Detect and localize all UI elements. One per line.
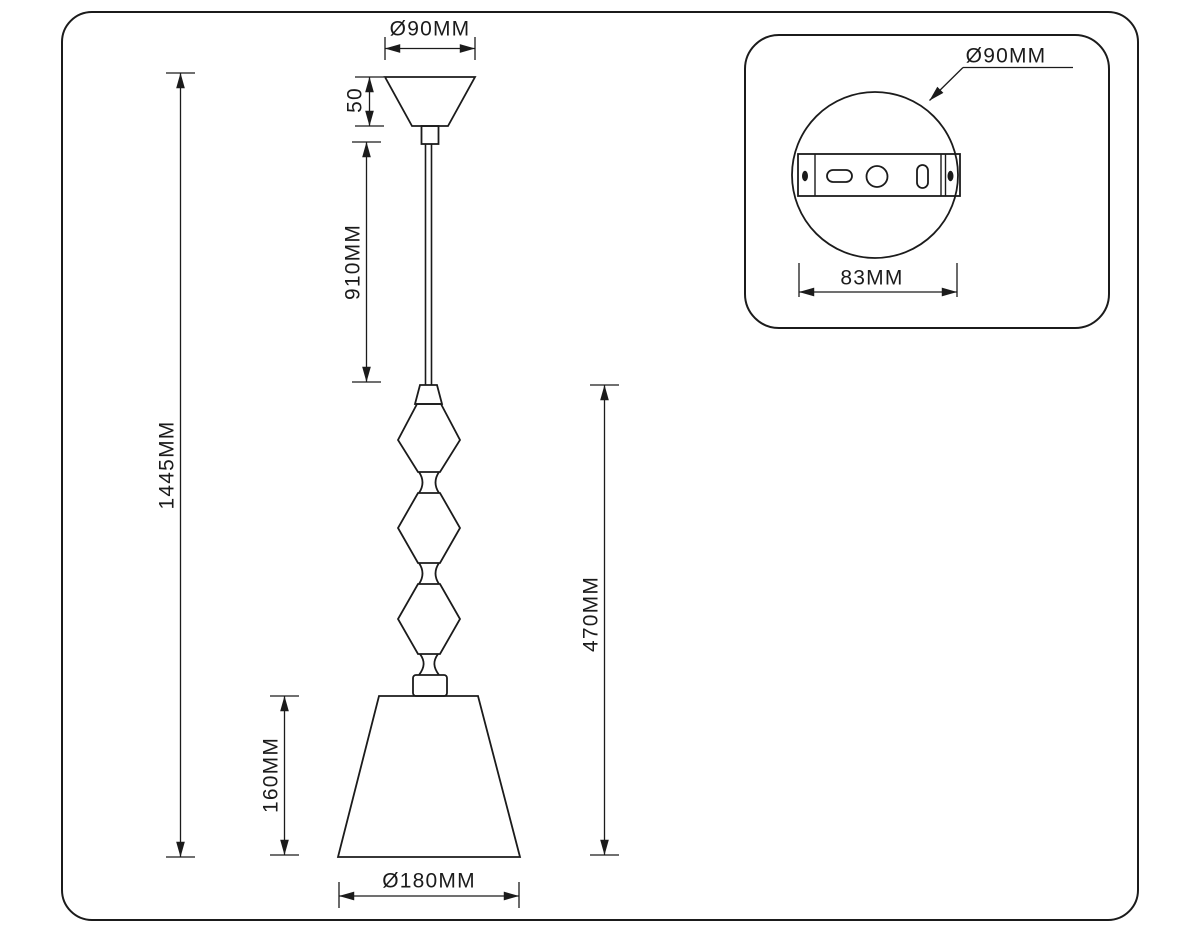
- dim-label-fixture-height: 470MM: [579, 575, 603, 653]
- inset-panel: [745, 35, 1109, 328]
- cable-hole: [867, 166, 888, 187]
- dim-label-inset-canopy-diameter: Ø90MM: [965, 44, 1047, 68]
- dim-label-shade-height: 160MM: [259, 736, 283, 814]
- dim-label-bracket-width: 83MM: [840, 266, 904, 290]
- dim-label-shade-diameter: Ø180MM: [382, 869, 476, 893]
- screw-hole-left: [802, 171, 808, 181]
- canopy-plate-circle: [792, 92, 958, 258]
- suspension-cord: [426, 144, 432, 385]
- screw-hole-right: [948, 171, 954, 181]
- slot-horizontal: [827, 170, 852, 182]
- mounting-bracket: [798, 154, 960, 196]
- dim-label-total-height: 1445MM: [155, 420, 179, 510]
- ornament-beads: [398, 385, 460, 675]
- dim-label-canopy-diameter: Ø90MM: [389, 17, 471, 41]
- lamp-socket: [413, 675, 447, 696]
- drawing-border: [62, 12, 1138, 920]
- leader-canopy-diameter: [930, 68, 1074, 101]
- dim-label-canopy-height: 50: [343, 87, 367, 113]
- lampshade: [338, 696, 520, 857]
- dim-label-cord-length: 910MM: [341, 223, 365, 301]
- slot-vertical: [917, 165, 928, 188]
- ceiling-canopy: [385, 77, 475, 144]
